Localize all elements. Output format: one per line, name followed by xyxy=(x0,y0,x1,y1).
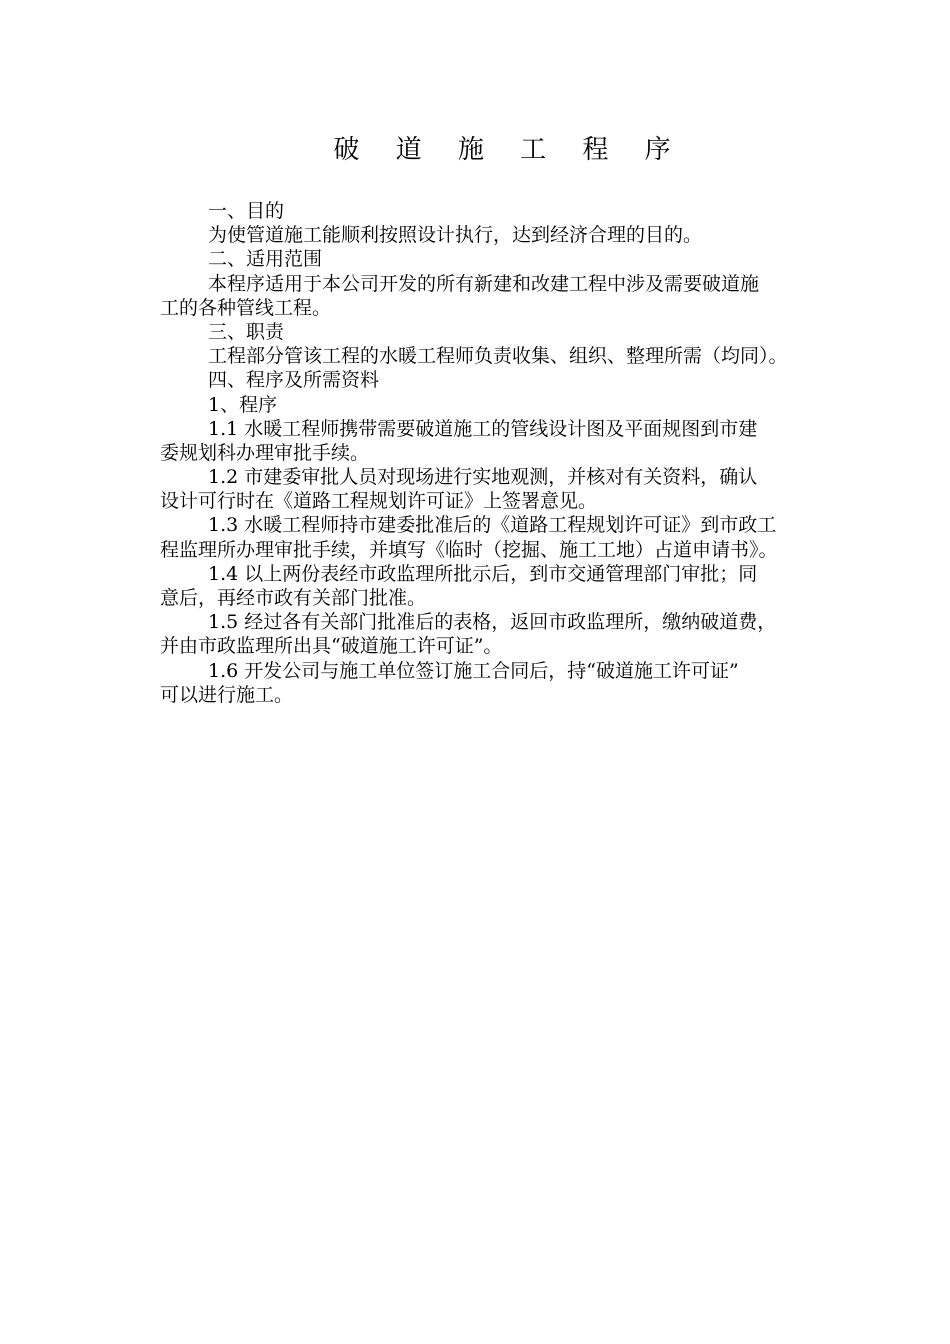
paragraph-line: 1.5 经过各有关部门批准后的表格，返回市政监理所，缴纳破道费， xyxy=(208,611,777,634)
paragraph-line: 意后，再经市政有关部门批准。 xyxy=(160,587,427,609)
paragraph-line: 1、程序 xyxy=(208,393,278,416)
paragraph-line: 工的各种管线工程。 xyxy=(160,296,332,319)
paragraph-line: 可以进行施工。 xyxy=(160,683,294,706)
paragraph-line: 程监理所办理审批手续，并填写《临时（挖掘、施工工地）占道申请书》。 xyxy=(160,538,778,561)
paragraph-line: 三、职责 xyxy=(208,320,285,343)
paragraph-line: 委规划科办理审批手续。 xyxy=(160,441,370,464)
paragraph-line: 设计可行时在《道路工程规划许可证》上签署意见。 xyxy=(160,490,598,513)
paragraph-line: 1.1 水暖工程师携带需要破道施工的管线设计图及平面规图到市建 xyxy=(208,417,758,440)
paragraph-line: 一、目的 xyxy=(208,200,285,222)
paragraph-line: 1.2 市建委审批人员对现场进行实地观测，并核对有关资料，确认 xyxy=(208,466,758,489)
paragraph-line: 并由市政监理所出具“破道施工许可证”。 xyxy=(160,635,503,658)
paragraph-line: 工程部分管该工程的水暖工程师负责收集、组织、整理所需（均同）。 xyxy=(208,345,788,368)
document-body xyxy=(160,199,872,707)
paragraph-line: 1.6 开发公司与施工单位签订施工合同后，持“破道施工许可证” xyxy=(208,659,739,682)
paragraph-line: 四、程序及所需资料 xyxy=(208,369,380,392)
paragraph-line: 本程序适用于本公司开发的所有新建和改建工程中涉及需要破道施 xyxy=(208,272,760,295)
page-title: 破 道 施 工 程 序 xyxy=(333,135,685,165)
paragraph-line: 1.4 以上两份表经市政监理所批示后，到市交通管理部门审批；同 xyxy=(208,562,758,585)
paragraph-line: 1.3 水暖工程师持市建委批准后的《道路工程规划许可证》到市政工 xyxy=(208,514,777,537)
paragraph-line: 为使管道施工能顺利按照设计执行，达到经济合理的目的。 xyxy=(208,224,703,247)
paragraph-line: 二、适用范围 xyxy=(208,248,323,271)
